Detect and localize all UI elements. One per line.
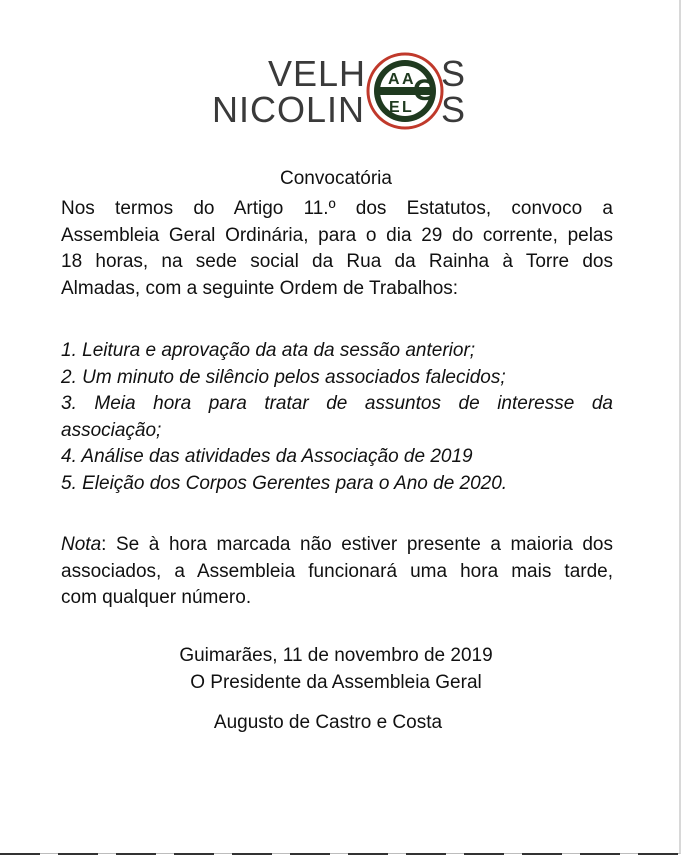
emblem-letter-g: G [413, 74, 437, 107]
logo-text-s2: S [441, 89, 466, 130]
note-line: associados, a Assembleia funcionará uma hora mais tarde, [61, 560, 613, 582]
logo-text-s1: S [441, 53, 466, 94]
agenda-item: 5. Eleição dos Corpos Gerentes para o Ano de 2020. [61, 472, 508, 494]
logo-text-velh: VELH [268, 53, 367, 94]
note-paragraph [61, 532, 613, 612]
agenda-item: 2. Um minuto de silêncio pelos associados falecidos; [61, 366, 506, 388]
emblem-letter-e: E [389, 99, 400, 116]
emblem-letter-a1: A [388, 71, 400, 88]
note-line: com qualquer número. [61, 587, 252, 608]
place-date: Guimarães, 11 de novembro de 2019 [179, 645, 493, 666]
agenda-list [61, 338, 613, 497]
intro-line: 18 horas, na sede social da Rua da Rainha à Torre dos [61, 251, 613, 272]
emblem-letter-a2: A [402, 71, 414, 88]
note-label: Nota [61, 534, 102, 555]
intro-line: Almadas, com a seguinte Ordem de Trabalhos: [61, 277, 459, 299]
velhos-nicolinos-logo [212, 52, 472, 130]
agenda-item: associação; [61, 419, 162, 441]
logo-text-nicolin: NICOLIN [212, 89, 366, 130]
intro-paragraph [61, 196, 613, 302]
agenda-item: 4. Análise das atividades da Associação de 2019 [61, 446, 473, 467]
emblem-letter-l: L [402, 99, 412, 116]
agenda-item: 3. Meia hora para tratar de assuntos de interesse da [61, 393, 613, 414]
signatory-name: Augusto de Castro e Costa [213, 712, 443, 733]
note-text: : Se à hora marcada não estiver presente a maioria dos [101, 534, 613, 555]
intro-line: Nos termos do Artigo 11.º dos Estatutos, convoco a [61, 198, 613, 219]
document-title: Convocatória [280, 168, 392, 189]
agenda-item: 1. Leitura e aprovação da ata da sessão anterior; [61, 340, 476, 361]
logo-emblem [368, 54, 442, 128]
intro-line: Assembleia Geral Ordinária, para o dia 29 do corrente, pelas [61, 224, 613, 246]
president-title: O Presidente da Assembleia Geral [190, 672, 482, 693]
